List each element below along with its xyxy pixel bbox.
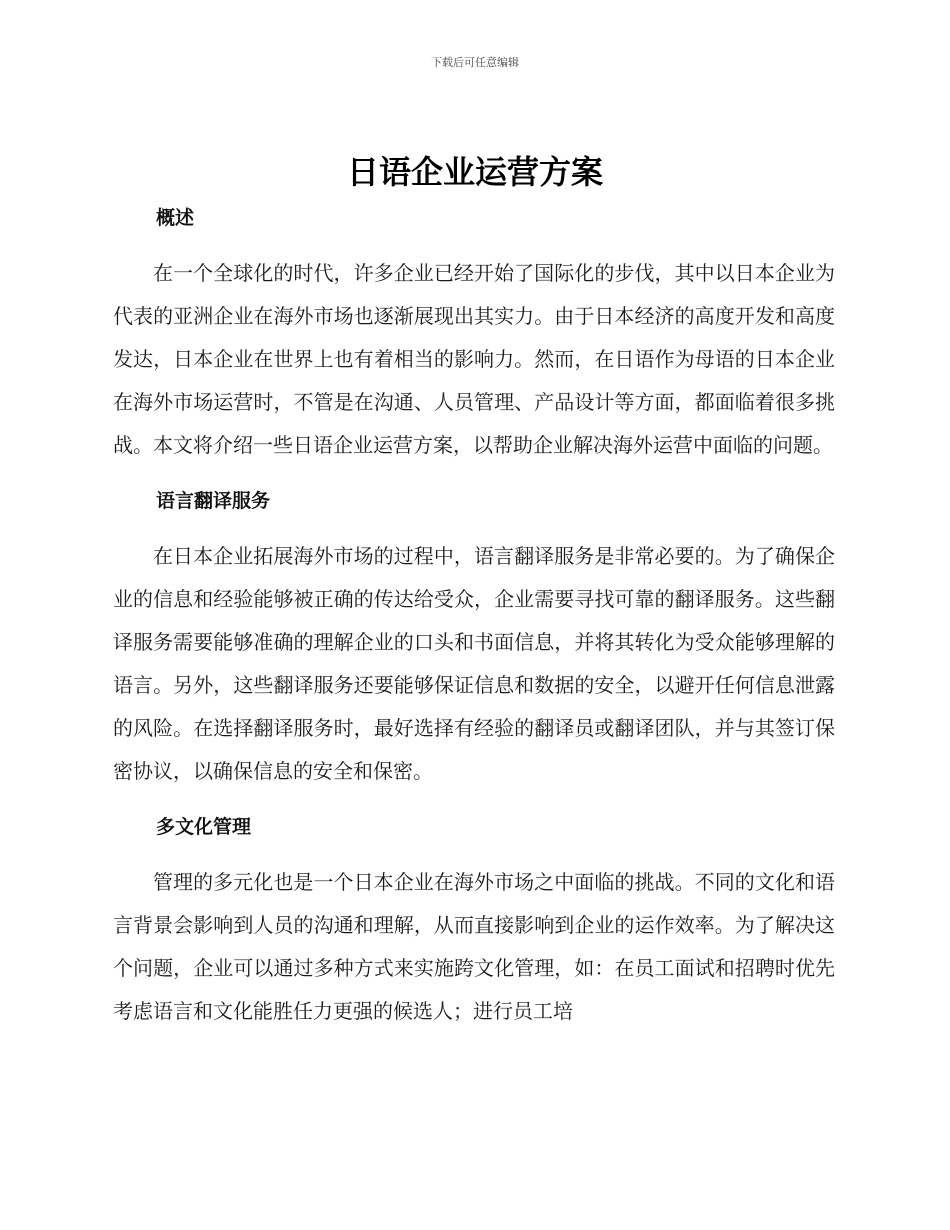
document-body [113,196,835,1033]
section-paragraph-translation: 在日本企业拓展海外市场的过程中，语言翻译服务是非常必要的。为了确保企业的信息和经验能够被正确的传达给受众，企业需要寻找可靠的翻译服务。这些翻译服务需要能够准确的理解企业的口头和书面信息，并将其转化为受众能够理解的语言。另外，这些翻译服务还要能够保证信息和数据的安全，以避开任何信息泄露的风险。在选择翻译服务时，最好选择有经验的翻译员或翻译团队，并与其签订保密协议，以确保信息的安全和保密。 [113,544,835,783]
section-heading-overview: 概述 [156,207,195,229]
document-title: 日语企业运营方案 [346,153,603,191]
section-paragraph-multicultural: 管理的多元化也是一个日本企业在海外市场之中面临的挑战。不同的文化和语言背景会影响到人员的沟通和理解，从而直接影响到企业的运作效率。为了解决这个问题，企业可以通过多种方式来实施跨文化管理，如：在员工面试和招聘时优先考虑语言和文化能胜任力更强的候选人；进行员工培 [113,870,835,1023]
section-heading-multicultural: 多文化管理 [156,816,252,838]
section-heading-translation: 语言翻译服务 [156,490,271,512]
header-note: 下载后可任意编辑 [431,56,519,69]
section-paragraph-overview: 在一个全球化的时代，许多企业已经开始了国际化的步伐，其中以日本企业为代表的亚洲企业在海外市场也逐渐展现出其实力。由于日本经济的高度开发和高度发达，日本企业在世界上也有着相当的影响力。然而，在日语作为母语的日本企业在海外市场运营时，不管是在沟通、人员管理、产品设计等方面，都面临着很多挑战。本文将介绍一些日语企业运营方案，以帮助企业解决海外运营中面临的问题。 [113,261,835,457]
